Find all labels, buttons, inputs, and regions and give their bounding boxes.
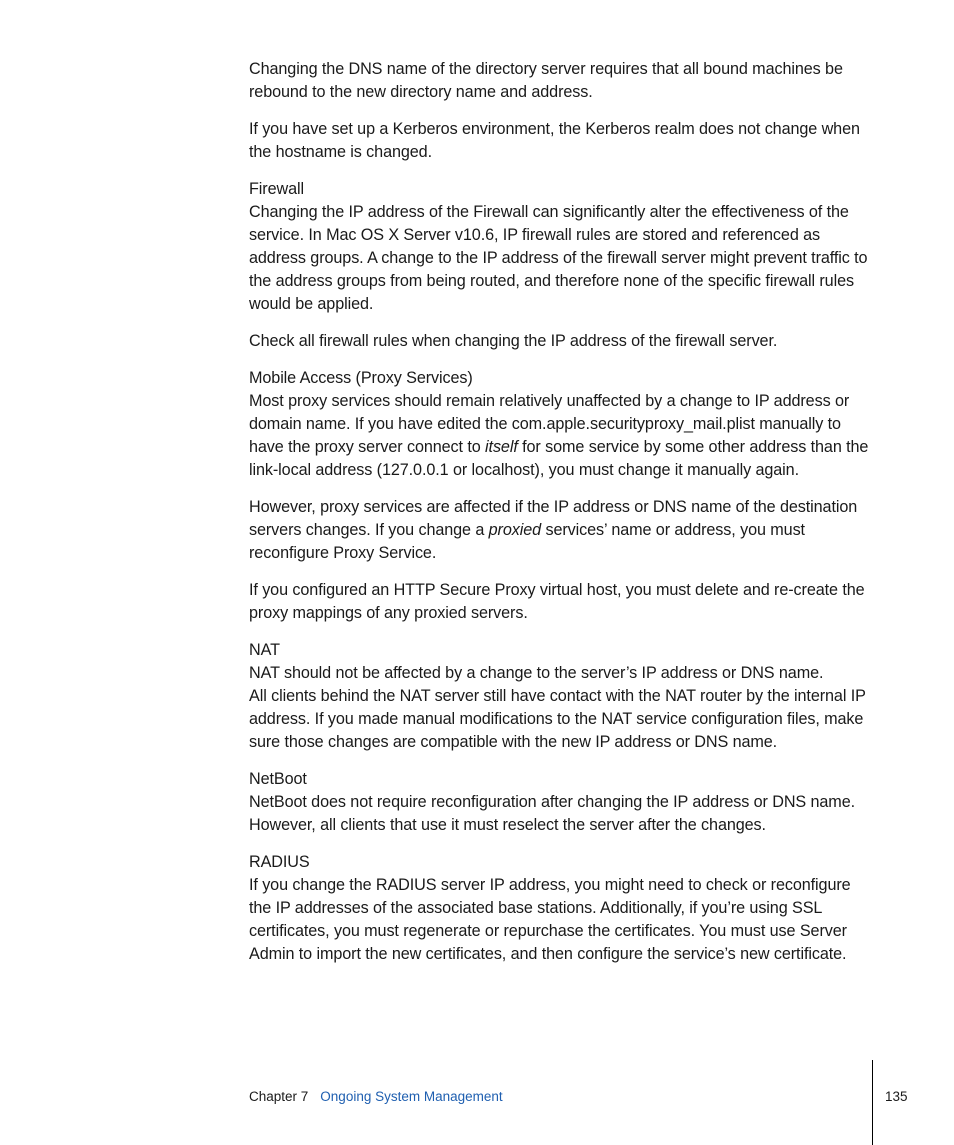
text-run: Most proxy services should remain relatively unaffected by a change to IP address or domain name. If you have edited the com.apple.securityproxy_mail.plist manually to have the proxy server connect to <box>249 392 850 456</box>
section-heading-nat: NAT <box>249 641 280 659</box>
page-footer <box>249 1087 503 1107</box>
body-text <box>249 58 874 980</box>
paragraph: Changing the IP address of the Firewall can significantly alter the effectiveness of the service. In Mac OS X Server v10.6, IP firewall rules are stored and referenced as address groups. A change to the IP address of the firewall server might prevent traffic to the address groups from being routed, and therefore none of the specific firewall rules would be applied. <box>249 203 868 313</box>
paragraph <box>249 496 874 565</box>
emphasis: proxied <box>488 521 542 539</box>
paragraph: If you configured an HTTP Secure Proxy virtual host, you must delete and re-create the proxy mappings of any proxied servers. <box>249 581 865 622</box>
section-heading-mobile-access: Mobile Access (Proxy Services) <box>249 369 473 387</box>
footer-divider <box>872 1060 873 1145</box>
paragraph: If you change the RADIUS server IP address, you might need to check or reconfigure the IP addresses of the associated base stations. Additionally, if you’re using SSL certificates, you must regenerate or repurchase the certificates. You must use Server Admin to import the new certificates, and then configure the service’s new certificate. <box>249 876 851 963</box>
paragraph <box>249 390 874 482</box>
section-heading-radius: RADIUS <box>249 853 310 871</box>
section-heading-netboot: NetBoot <box>249 770 307 788</box>
text-run: All clients behind the NAT server still have contact with the NAT router by the internal IP address. If you made manual modifications to the NAT service configuration files, make sure those changes are compatible with the new IP address or DNS name. <box>249 687 866 751</box>
paragraph: If you have set up a Kerberos environment, the Kerberos realm does not change when the hostname is changed. <box>249 120 860 161</box>
paragraph: Check all firewall rules when changing the IP address of the firewall server. <box>249 332 778 350</box>
page-number: 135 <box>885 1089 908 1104</box>
footer-section-link[interactable]: Ongoing System Management <box>320 1089 503 1104</box>
text-run: for some service by some other address than the link-local address (127.0.0.1 or localhost), you must change it manually again. <box>249 438 869 479</box>
paragraph: NetBoot does not require reconfiguration after changing the IP address or DNS name. However, all clients that use it must reselect the server after the changes. <box>249 793 855 834</box>
paragraph: Changing the DNS name of the directory server requires that all bound machines be rebound to the new directory name and address. <box>249 60 843 101</box>
footer-chapter: Chapter 7 <box>249 1089 309 1104</box>
section-heading-firewall: Firewall <box>249 180 304 198</box>
text-run: However, proxy services are affected if the IP address or DNS name of the destination servers changes. If you change a <box>249 498 858 539</box>
text-run: NAT should not be affected by a change to the server’s IP address or DNS name. <box>249 664 824 682</box>
emphasis: itself <box>485 438 518 456</box>
paragraph <box>249 662 874 754</box>
text-run: services’ name or address, you must reconfigure Proxy Service. <box>249 521 805 562</box>
